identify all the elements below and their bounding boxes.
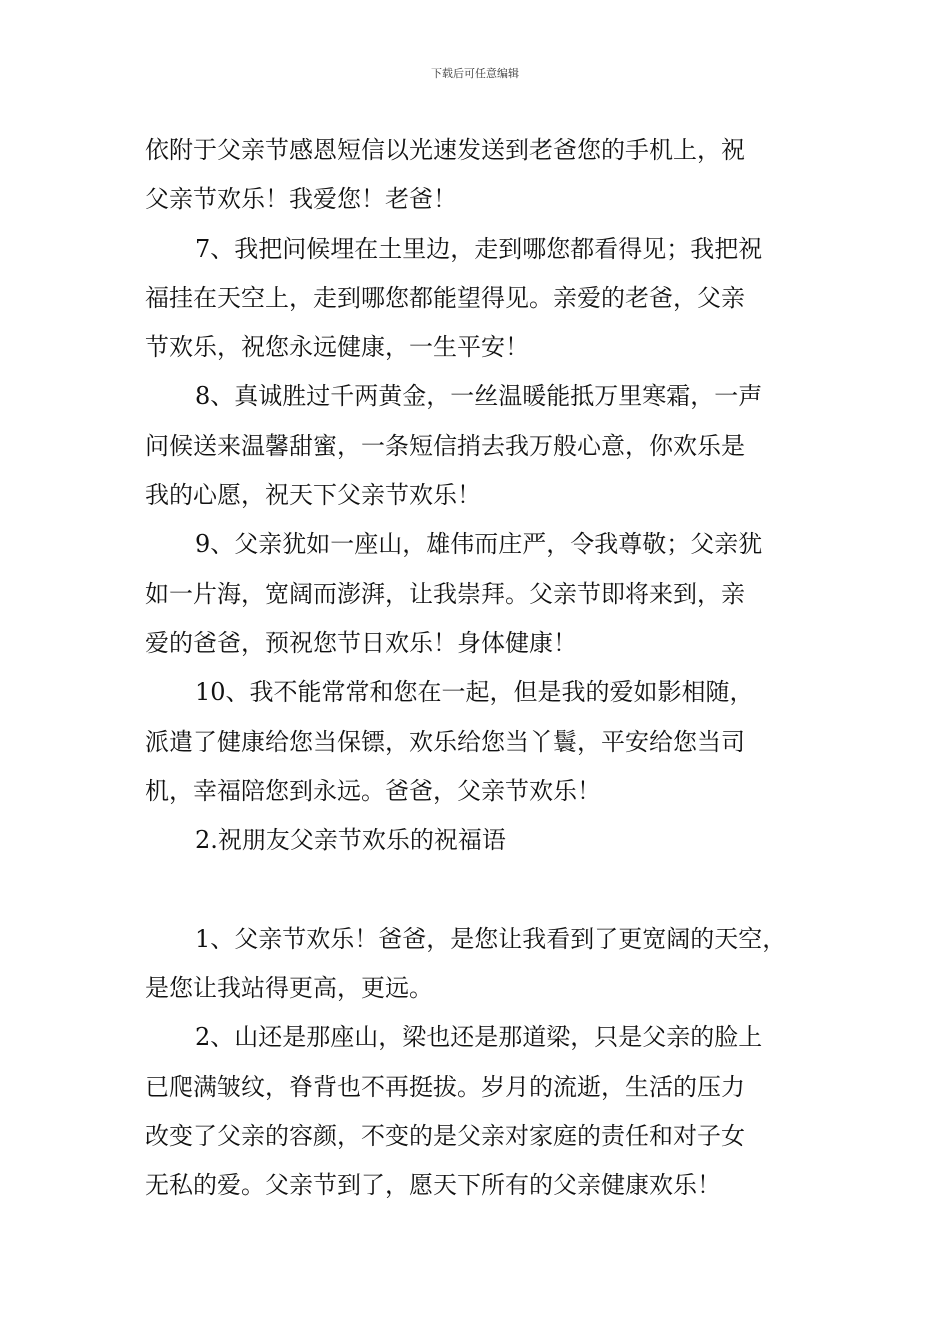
paragraph	[145, 520, 835, 668]
page-header: 下载后可任意编辑	[431, 67, 519, 80]
text-line: 派遣了健康给您当保镖，欢乐给您当丫鬟，平安给您当司	[145, 727, 745, 756]
text-line: 改变了父亲的容颜，不变的是父亲对家庭的责任和对子女	[145, 1121, 745, 1150]
paragraph	[145, 372, 835, 520]
text-line: 8、真诚胜过千两黄金，一丝温暖能抵万里寒霜，一声	[195, 382, 763, 411]
text-line: 我的心愿，祝天下父亲节欢乐！	[145, 481, 481, 510]
text-line: 爱的爸爸，预祝您节日欢乐！身体健康！	[145, 628, 577, 657]
text-line: 2、山还是那座山，梁也还是那道梁，只是父亲的脸上	[195, 1023, 763, 1052]
text-line: 7、我把问候埋在土里边，走到哪您都看得见；我把祝	[195, 234, 763, 263]
text-line: 机，幸福陪您到永远。爸爸，父亲节欢乐！	[145, 776, 601, 805]
paragraph	[145, 225, 835, 373]
text-line: 是您让我站得更高，更远。	[145, 974, 433, 1003]
text-line: 无私的爱。父亲节到了，愿天下所有的父亲健康欢乐！	[145, 1171, 721, 1200]
document-body	[145, 126, 835, 1211]
text-line: 如一片海，宽阔而澎湃，让我崇拜。父亲节即将来到，亲	[145, 579, 745, 608]
paragraph	[145, 668, 835, 816]
text-line: 父亲节欢乐！我爱您！老爸！	[145, 185, 457, 214]
text-line: 福挂在天空上，走到哪您都能望得见。亲爱的老爸，父亲	[145, 283, 745, 312]
blank-line	[145, 865, 835, 914]
text-line: 2.祝朋友父亲节欢乐的祝福语	[195, 826, 506, 855]
text-line: 10、我不能常常和您在一起，但是我的爱如影相随，	[195, 678, 754, 707]
text-line: 已爬满皱纹，脊背也不再挺拔。岁月的流逝，生活的压力	[145, 1072, 745, 1101]
paragraph	[145, 915, 835, 1014]
paragraph	[145, 816, 835, 865]
text-line: 依附于父亲节感恩短信以光速发送到老爸您的手机上，祝	[145, 136, 745, 164]
text-line: 问候送来温馨甜蜜，一条短信捎去我万般心意，你欢乐是	[145, 431, 745, 460]
text-line: 9、父亲犹如一座山，雄伟而庄严，令我尊敬；父亲犹	[195, 530, 763, 559]
paragraph	[145, 126, 835, 225]
paragraph	[145, 1013, 835, 1210]
text-line: 节欢乐，祝您永远健康，一生平安！	[145, 333, 529, 362]
text-line: 1、父亲节欢乐！爸爸，是您让我看到了更宽阔的天空，	[195, 924, 787, 953]
